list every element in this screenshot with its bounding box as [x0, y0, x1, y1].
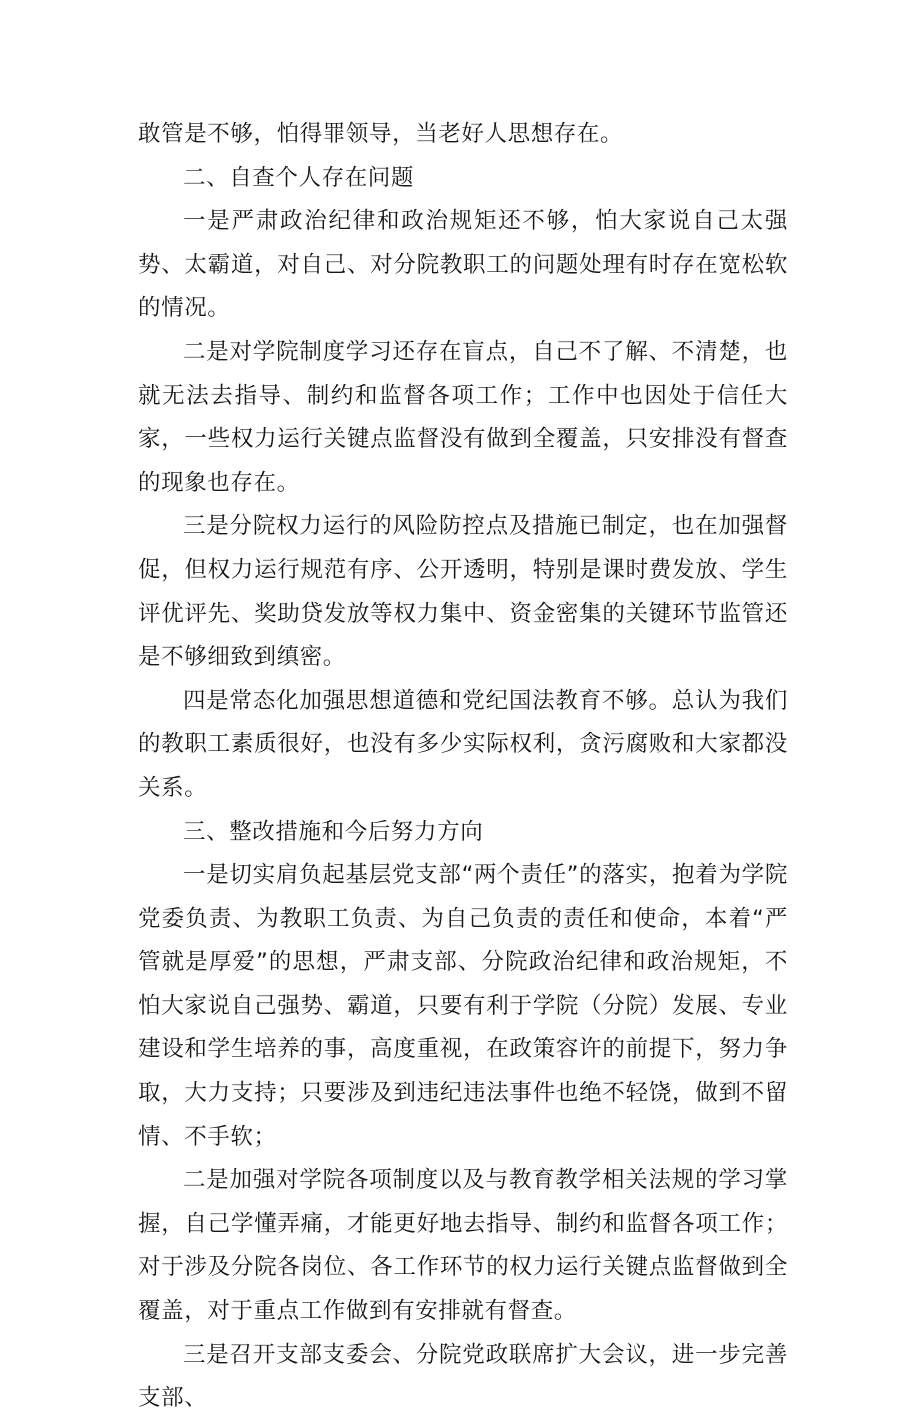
paragraph-issue-3: 三是分院权力运行的风险防控点及措施已制定，也在加强督促，但权力运行规范有序、公开透明，特别是课时费发放、学生评优评先、奖助贷发放等权力集中、资金密集的关键环节监管还是不够细致到缜密。 — [138, 513, 788, 671]
section-heading-3: 三、整改措施和今后努力方向 — [183, 818, 484, 845]
paragraph-measure-3: 三是召开支部支委会、分院党政联席扩大会议，进一步完善支部、 — [138, 1341, 788, 1412]
paragraph-continuation: 敢管是不够，怕得罪领导，当老好人思想存在。 — [138, 121, 624, 147]
section-heading-2: 二、自查个人存在问题 — [183, 164, 415, 191]
paragraph-issue-2: 二是对学院制度学习还存在盲点，自己不了解、不清楚，也就无法去指导、制约和监督各项工作；工作中也因处于信任大家，一些权力运行关键点监督没有做到全覆盖，只安排没有督查的现象也存在。 — [138, 338, 788, 496]
paragraph-issue-1: 一是严肃政治纪律和政治规矩还不够，怕大家说自己太强势、太霸道，对自己、对分院教职工的问题处理有时存在宽松软的情况。 — [138, 208, 788, 322]
paragraph-measure-1: 一是切实肩负起基层党支部“两个责任”的落实，抱着为学院党委负责、为教职工负责、为自己负责的责任和使命，本着“严管就是厚爱”的思想，严肃支部、分院政治纪律和政治规矩，不怕大家说自己强势、霸道，只要有利于学院（分院）发展、专业建设和学生培养的事，高度重视，在政策容许的前提下，努力争取，大力支持；只要涉及到违纪违法事件也绝不轻饶，做到不留情、不手软； — [138, 862, 788, 1150]
paragraph-issue-4: 四是常态化加强思想道德和党纪国法教育不够。总认为我们的教职工素质很好，也没有多少实际权利，贪污腐败和大家都没关系。 — [138, 687, 788, 801]
document-body — [138, 113, 788, 1421]
paragraph-measure-2: 二是加强对学院各项制度以及与教育教学相关法规的学习掌握，自己学懂弄痛，才能更好地去指导、制约和监督各项工作；对于涉及分院各岗位、各工作环节的权力运行关键点监督做到全覆盖，对于重点工作做到有安排就有督查。 — [138, 1167, 788, 1325]
